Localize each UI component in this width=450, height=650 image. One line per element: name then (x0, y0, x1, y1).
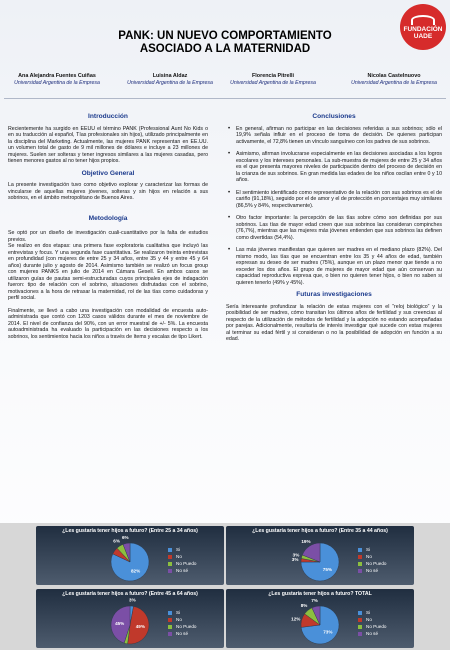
legend-swatch (168, 562, 172, 566)
legend-item (358, 560, 412, 567)
legend-swatch (168, 618, 172, 622)
legend-swatch (358, 611, 362, 615)
legend-label: No sé (366, 631, 379, 636)
pie-data-label: 3% (291, 557, 299, 563)
legend-swatch (358, 618, 362, 622)
conclusions-heading: Conclusiones (312, 113, 356, 120)
author-affiliation: Universidad Argentina de la Empresa (14, 80, 100, 86)
legend-label: No (176, 617, 182, 622)
poster-title (60, 30, 390, 56)
intro-text: Recientemente ha surgido en EEUU el término PANK (Professional Aunt No Kids o en su traducción al español, Tías profesionales sin hijos), utilizado principalmente en la disciplina del Marketing. Actualmente, las mujeres PANK representan en EE.UU. un volumen total de gasto de 9 mil millones de dólares e incluye a 23 millones de mujeres. Suelen ser solteras y tener ingresos similares a las mujeres casadas, pero tienen menores gastos al no tener hijos propios. (8, 125, 208, 164)
pie-data-label: 3% (292, 552, 300, 558)
pie-data-label: 6% (121, 534, 129, 540)
author-name: Luisina Aldaz (152, 73, 188, 79)
legend-label: No (176, 554, 182, 559)
legend-label: No sé (176, 568, 189, 573)
legend-item (168, 623, 222, 630)
author-3 (222, 73, 324, 87)
legend-item (358, 609, 412, 616)
logo-swoosh-icon (411, 15, 435, 25)
method-text-2: Se realizo en dos etapas: una primera fase exploratoria cualitativa que incluyó las entrevistas y focus. Y una segunda fase cuantitativa. Se realizaron treinta entrevistas en profundidad (con mujeres de entre 25 y 34 años, entre 35 y 44 y entre 45 y 64 años) durante julio y agosto de 2014. Asimismo también se realizó un focus group con mujeres PANKS en julio de 2014 en Cámara Gesell. En ambos casos se utilizaron guías de pautas semi-estructuradas cuyos principales ejes de indagación fueron: tipo de relación con el sobrino, situaciones disfrutadas con el sobrino, motivaciones a la hora de retrasar la maternidad, rol de las tías como cuidadoras y perfil social. (8, 243, 208, 301)
conclusion-item: • Otro factor importante: la percepción de las tías sobre cómo son definidas por sus sobrinos. Las tías de mayor edad creen que sus sobrinos las consideran compinches (76,7%), mientras que las mujeres más jóvenes entienden que sus sobrinos las definen como divertidas (54,4%). (226, 215, 442, 241)
legend-swatch (168, 548, 172, 552)
legend-item (168, 609, 222, 616)
pie-data-label: 82% (130, 568, 141, 574)
method-text-1: Se optó por un diseño de investigación cuali-cuantitativo por la falta de estudios previos. (8, 230, 208, 243)
right-column (226, 112, 442, 349)
legend-label: Si (366, 547, 371, 552)
legend-label: No Puedo (366, 624, 387, 629)
conclusion-item: • El sentimiento identificado como representativo de la relación con sus sobrinos es el de cariño (91,18%), seguido por el de amor y el de protección en porcentajes muy similares (86,5% y 84%, respectivamente). (226, 190, 442, 210)
authors-row (0, 73, 450, 95)
legend-label: No (366, 554, 372, 559)
legend-label: No sé (176, 631, 189, 636)
method-text-3: Finalmente, se llevó a cabo una investigación con modalidad de encuesta auto-administrada que contó con 1203 casos válidos durante el mes de noviembre de 2014. El nivel de confianza del 90%, con un error muestral de +/- 5%. La encuesta autoadministrada ha evaluado la participación en las decisiones respecto a los sobrinos, los sentimientos hacia los niños a través de ítems y escalas de tipo Likert. (8, 307, 208, 340)
chart-legend (358, 609, 412, 637)
legend-label: No sé (366, 568, 379, 573)
chart-title: ¿Les gustaría tener hijos a futuro? TOTAL (268, 591, 372, 597)
author-name: Ana Alejandra Fuentes Cuiñas (18, 73, 96, 79)
pie-data-label: 12% (291, 616, 301, 622)
legend-label: Si (366, 610, 371, 615)
legend-swatch (168, 569, 172, 573)
pie-data-label: 49% (135, 624, 145, 630)
objective-heading: Objetivo General (81, 169, 135, 177)
logo-line-2: UADE (413, 32, 433, 40)
pie-data-label: 7% (311, 598, 318, 604)
legend-label: No Puedo (366, 561, 387, 566)
pie-chart-total (226, 589, 414, 648)
author-affiliation: Universidad Argentina de la Empresa (351, 80, 437, 86)
left-column (8, 112, 208, 346)
conclusion-item: • Asimismo, afirman involucrarse especialmente en las decisiones asociadas a los logros escolares y los intereses personales. La sub-muestra de mujeres de entre 25 y 34 años es el que presenta mayores niveles de participación dentro del proceso de decisión en la crianza de sus sobrinos. En gran medida las edades de los niños oscilan entre 0 y 10 años. (226, 151, 442, 184)
legend-label: No (366, 617, 372, 622)
legend-swatch (358, 632, 362, 636)
future-text: Sería interesante profundizar la relación de estas mujeres con el “reloj biológico” y la posibilidad de ser madres, cómo transitan los últimos años de fertilidad y sus creencias al respecto de la utilización de métodos de fertilidad y la adopción no estando acompañadas por parejas. Adicionalmente, resultaría de interés investigar qué sucede con estas mujeres al terminar su edad fértil y si consideran o no la posibilidad de adopción en función a su edad. (226, 303, 442, 342)
legend-label: Si (176, 547, 181, 552)
legend-swatch (168, 632, 172, 636)
legend-item (168, 630, 222, 637)
legend-item (168, 553, 222, 560)
fundacion-uade-logo (400, 4, 446, 50)
chart-title: ¿Les gustaría tener hijos a futuro? (Entre 45 a 64 años) (62, 591, 198, 597)
legend-swatch (358, 555, 362, 559)
charts-panel (0, 523, 450, 650)
legend-item (358, 553, 412, 560)
author-4 (340, 73, 448, 87)
author-affiliation: Universidad Argentina de la Empresa (230, 80, 316, 86)
legend-item (358, 623, 412, 630)
pie-data-label: 19% (301, 538, 311, 544)
method-heading: Metodología (88, 214, 128, 222)
chart-legend (168, 609, 222, 637)
conclusion-item: • Las más jóvenes manifiestan que quieren ser madres en el mediano plazo (82%). Del mismo modo, las tías que se encuentran entre los 35 y 44 años de edad, también expresan su deseo de ser madres (75%), aunque en un plazo menor que tiende a no exceder los dos años. El grupo de mujeres de mayor edad que aún conservan su capacidad reproductiva expresa que, o bien no quieren tener hijos, o bien no saben si quieren tenerlo (49% y 45%). (226, 247, 442, 286)
pie-data-label: 45% (115, 620, 125, 626)
legend-item (168, 546, 222, 553)
legend-label: No Puedo (176, 624, 197, 629)
objective-text: La presente investigación tuvo como objetivo explorar y caracterizar las formas de vincularse de aquellas mujeres jóvenes, solteras y sin hijos en relación a sus sobrinos, en el ámbito metropolitano de Buenos Aires. (8, 182, 208, 201)
legend-swatch (358, 548, 362, 552)
poster-header (0, 0, 450, 82)
chart-title: ¿Les gustaría tener hijos a futuro? (Entre 35 a 44 años) (252, 528, 388, 534)
title-line-2: ASOCIADO A LA MATERNIDAD (139, 43, 311, 55)
chart-legend (358, 546, 412, 574)
author-2 (120, 73, 220, 87)
author-affiliation: Universidad Argentina de la Empresa (127, 80, 213, 86)
legend-swatch (168, 625, 172, 629)
pie-chart-45-64 (36, 589, 224, 648)
legend-item (168, 560, 222, 567)
conclusion-item: • En general, afirman no participar en las decisiones referidas a sus sobrinos; sólo el 19,9% señala influir en el proceso de toma de decisión. De quienes participan activamente, el 72,8% tienen un vínculo sanguíneo con los padres de sus sobrinos. (226, 126, 442, 146)
conclusions-list (226, 126, 442, 287)
pie-data-label: 8% (300, 603, 308, 609)
legend-swatch (358, 625, 362, 629)
future-heading: Futuras investigaciones (296, 291, 372, 298)
legend-label: No Puedo (176, 561, 197, 566)
author-name: Florencia Pitrelli (252, 73, 294, 79)
pie-data-label: 73% (323, 629, 333, 635)
header-divider (4, 98, 446, 99)
chart-legend (168, 546, 222, 574)
author-name: Nicolas Castelnuovo (367, 73, 421, 79)
title-line-1: PANK: UN NUEVO COMPORTAMIENTO (118, 30, 332, 42)
legend-item (358, 546, 412, 553)
chart-title: ¿Les gustaría tener hijos a futuro? (Entre 25 a 34 años) (62, 528, 198, 534)
pie-data-label: 3% (129, 597, 136, 603)
logo-line-1: FUNDACIÓN (403, 25, 443, 33)
legend-item (358, 630, 412, 637)
pie-chart-35-44 (226, 526, 414, 585)
legend-item (168, 567, 222, 574)
legend-swatch (358, 562, 362, 566)
legend-item (358, 616, 412, 623)
intro-heading: Introducción (88, 113, 128, 120)
legend-swatch (168, 611, 172, 615)
pie-data-label: 75% (322, 566, 332, 572)
legend-label: Si (176, 610, 181, 615)
legend-swatch (168, 555, 172, 559)
legend-item (358, 567, 412, 574)
legend-swatch (358, 569, 362, 573)
author-1 (2, 73, 112, 87)
legend-item (168, 616, 222, 623)
pie-data-label: 6% (113, 538, 120, 544)
pie-chart-25-34 (36, 526, 224, 585)
